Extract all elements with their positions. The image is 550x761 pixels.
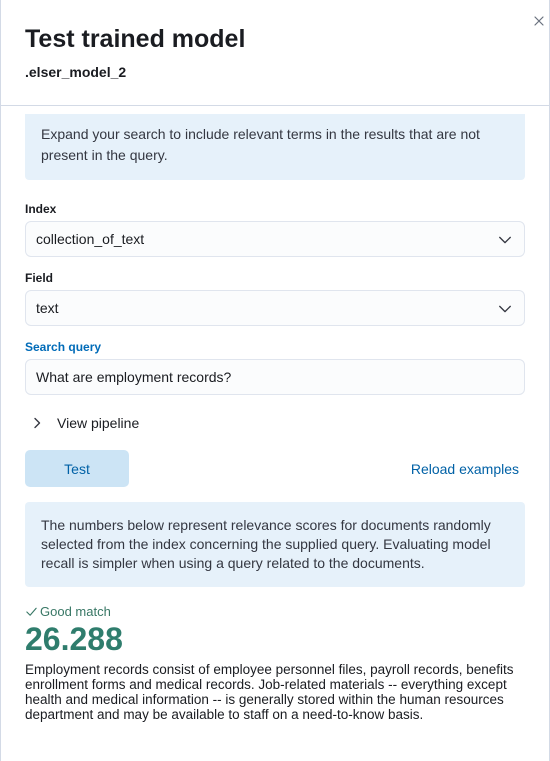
flyout-header	[1, 0, 549, 106]
info-callout	[25, 502, 525, 587]
chevron-right-icon	[31, 417, 43, 429]
field-form-row	[25, 271, 525, 326]
search-query-input[interactable]	[25, 359, 525, 395]
model-id: .elser_model_2	[25, 64, 127, 80]
view-pipeline-toggle[interactable]	[25, 413, 525, 433]
chevron-down-icon	[498, 233, 512, 247]
index-select[interactable]	[25, 221, 525, 257]
field-select[interactable]	[25, 290, 525, 326]
relevance-score: 26.288	[25, 621, 123, 657]
index-label: Index	[25, 202, 57, 216]
field-label: Field	[25, 271, 54, 285]
index-select-value: collection_of_text	[36, 231, 145, 247]
index-form-row	[25, 202, 525, 257]
field-select-value: text	[36, 300, 59, 316]
match-label: Good match	[40, 604, 111, 619]
match-badge	[25, 604, 525, 619]
search-query-value: What are employment records?	[36, 369, 232, 385]
result-document-text: Employment records consist of employee personnel files, payroll records, benefits enrollment forms and medical records. Job-related materials -- everything except health and medical information -- is generally stored within the human resources department and may be available to staff on a need-to-know basis.	[25, 662, 514, 722]
close-icon	[531, 13, 547, 29]
test-button[interactable]: Test	[25, 450, 129, 487]
query-form-row	[25, 340, 525, 395]
chevron-down-icon	[498, 302, 512, 316]
search-query-label: Search query	[25, 340, 102, 354]
reload-examples-link[interactable]: Reload examples	[410, 460, 519, 477]
view-pipeline-label: View pipeline	[57, 415, 140, 431]
description-callout	[25, 114, 525, 180]
flyout-body	[1, 114, 549, 722]
info-text: The numbers below represent relevance scores for documents randomly selected from the index concerning the supplied query. Evaluating model recall is simpler when using a query related to the documents.	[41, 517, 491, 571]
close-button[interactable]	[531, 13, 547, 29]
actions-row	[25, 450, 525, 487]
check-icon	[25, 605, 38, 618]
result-item	[25, 604, 525, 722]
flyout-title: Test trained model	[25, 25, 246, 53]
description-text: Expand your search to include relevant terms in the results that are not present in the query.	[41, 126, 480, 163]
